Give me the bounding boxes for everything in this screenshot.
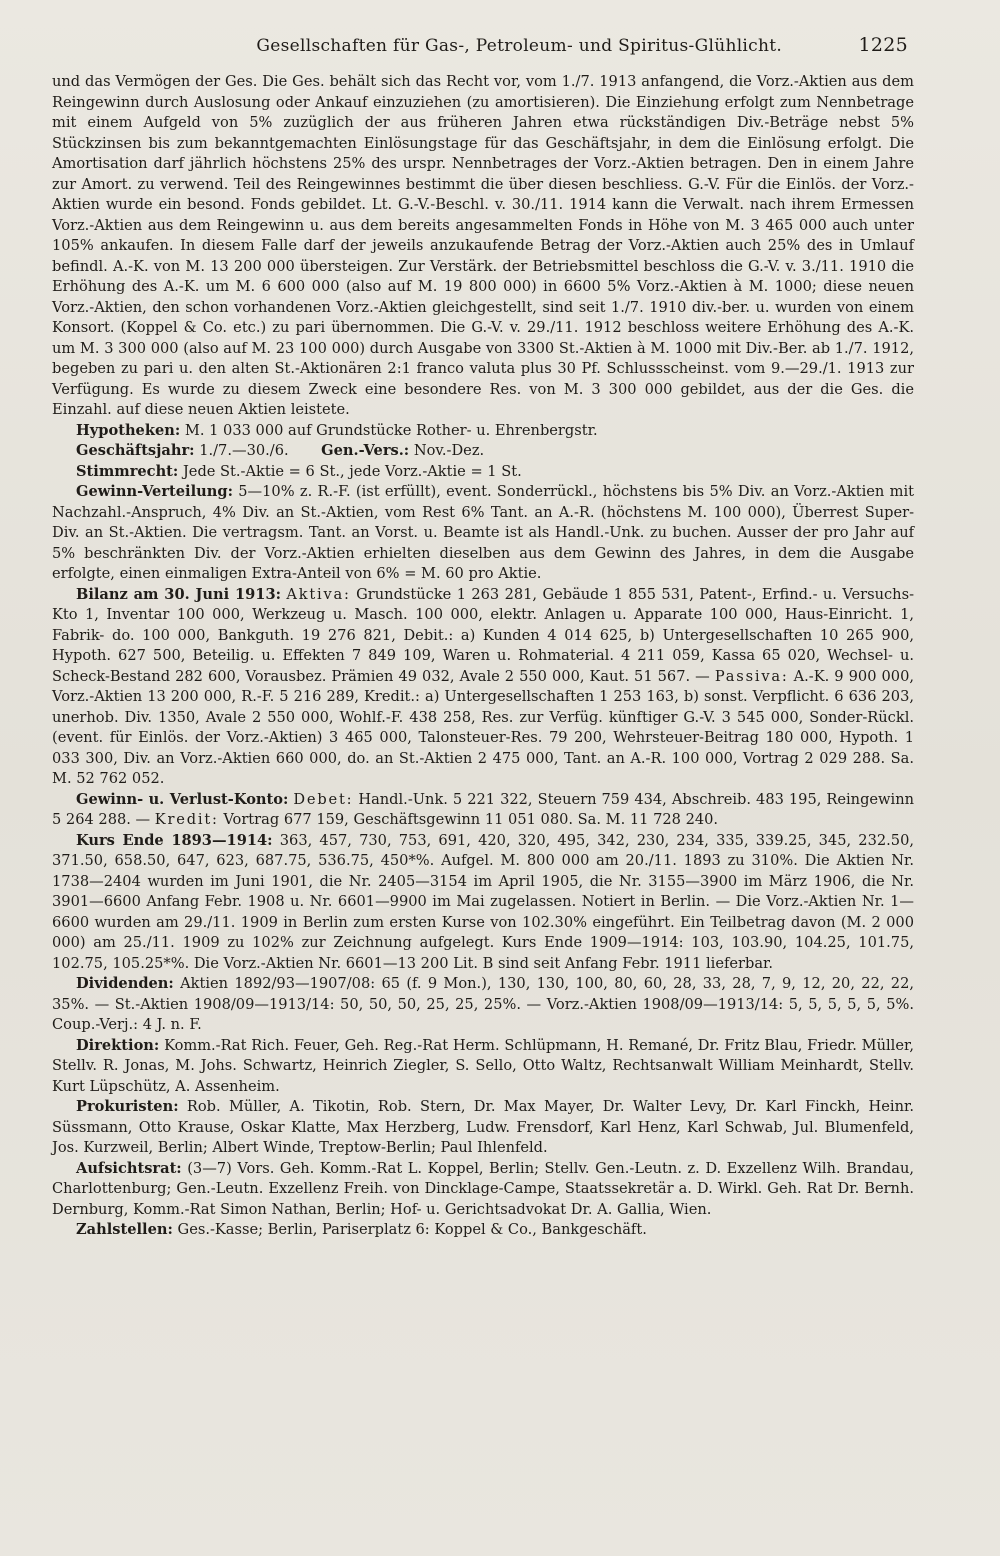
hypotheken-text: M. 1 033 000 auf Grundstücke Rother- u. Ehrenbergstr. <box>184 421 598 439</box>
section-zahlstellen <box>52 1220 914 1241</box>
gewinn-verteilung-text: 5—10% z. R.-F. (ist erfüllt), event. Sonderrückl., höchstens bis 5% Div. an Vorz.-Aktien mit Nachzahl.-Anspruch, 4% Div. an St.-Aktien, vom Rest 6% Tant. an A.-R. (höchstens M. 100 000), Überrest Super-Div. an St.-Aktien. Die vertragsm. Tant. an Vorst. u. Beamte ist als Handl.-Unk. zu buchen. Ausser der pro Jahr auf 5% beschränkten Div. der Vorz.-Aktien erhielten dieselben aus dem Gewinn des Jahres, in dem die Ausgabe erfolgte, einen einmaligen Extra-Anteil von 6% = M. 60 pro Aktie. <box>52 483 914 582</box>
zahlstellen-text: Ges.-Kasse; Berlin, Pariserplatz 6: Koppel & Co., Bankgeschäft. <box>177 1221 647 1238</box>
prokuristen-text: Rob. Müller, A. Tikotin, Rob. Stern, Dr. Max Mayer, Dr. Walter Levy, Dr. Karl Finckh, Heinr. Süssmann, Otto Krause, Oskar Klatte, Max Herzberg, Ludw. Frensdorf, Karl Henz, Karl Schwab, Jul. Blumenfeld, Jos. Kurzweil, Berlin; Albert Winde, Treptow-Berlin; Paul Ihlenfeld. <box>52 1098 914 1156</box>
intro-paragraph: und das Vermögen der Ges. Die Ges. behält sich das Recht vor, vom 1./7. 1913 anfangend, die Vorz.-Aktien aus dem Reingewinn durch Auslosung oder Ankauf einzuziehen (zu amortisieren). Die Einziehung erfolgt zum Nennbetrage mit einem Aufgeld von 5% zuzüglich der aus früheren Jahren etwa rückständigen Div.-Beträge nebst 5% Stückzinsen bis zum bekanntgemachten Einlösungstage für das Geschäftsjahr, in dem die Einlösung erfolgt. Die Amortisation darf jährlich höchstens 25% des urspr. Nennbetrages der Vorz.-Aktien betragen. Den in einem Jahre zur Amort. zu verwend. Teil des Reingewinnes bestimmt die über diesen beschliess. G.-V. Für die Einlös. der Vorz.-Aktien wurde ein besond. Fonds gebildet. Lt. G.-V.-Beschl. v. 30./11. 1914 kann die Verwalt. nach ihrem Ermessen Vorz.-Aktien aus dem Reingewinn u. aus dem bereits angesammelten Fonds in Höhe von M. 3 465 000 auch unter 105% ankaufen. In diesem Falle darf der jeweils anzukaufende Betrag der Vorz.-Aktien auch 25% des in Umlauf befindl. A.-K. von M. 13 200 000 übersteigen. Zur Verstärk. der Betriebsmittel beschloss die G.-V. v. 3./11. 1910 die Erhöhung des A.-K. um M. 6 600 000 (also auf M. 19 800 000) in 6600 5% Vorz.-Aktien à M. 1000; diese neuen Vorz.-Aktien, den schon vorhandenen Vorz.-Aktien gleichgestellt, sind seit 1./7. 1910 div.-ber. u. wurden von einem Konsort. (Koppel & Co. etc.) zu pari übernommen. Die G.-V. v. 29./11. 1912 beschloss weitere Erhöhung des A.-K. um M. 3 300 000 (also auf M. 23 100 000) durch Ausgabe von 3300 St.-Aktien à M. 1000 mit Div.-Ber. ab 1./7. 1912, begeben zu pari u. den alten St.-Aktionären 2:1 franco valuta plus 30 Pf. Schlussscheinst. vom 9.—29./1. 1913 zur Verfügung. Es wurde zu diesem Zweck eine besondere Res. von M. 3 300 000 gebildet, aus der die Ges. die Einzahl. auf diese neuen Aktien leistete. <box>52 73 914 418</box>
aufsichtsrat-label: Aufsichtsrat: <box>76 1159 182 1177</box>
running-title: Gesellschaften für Gas-, Petroleum- und Spiritus-Glühlicht. <box>256 36 783 56</box>
aktiva-label: Aktiva: <box>286 585 351 603</box>
kredit-text: Vortrag 677 159, Geschäftsgewinn 11 051 080. Sa. M. 11 728 240. <box>223 811 719 828</box>
prokuristen-label: Prokuristen: <box>76 1098 179 1115</box>
dividenden-label: Dividenden: <box>76 975 174 992</box>
section-hypotheken <box>52 421 914 442</box>
section-bilanz <box>52 585 914 790</box>
hypotheken-label: Hypotheken: <box>76 421 181 439</box>
page-header <box>60 34 908 60</box>
stimmrecht-text: Jede St.-Aktie = 6 St., jede Vorz.-Aktie = 1 St. <box>182 462 522 480</box>
section-prokuristen <box>52 1097 914 1159</box>
bilanz-label: Bilanz am 30. Juni 1913: <box>76 585 281 603</box>
page-number: 1225 <box>858 34 908 56</box>
debet-label: Debet: <box>293 790 354 808</box>
kredit-label: Kredit: <box>154 811 219 828</box>
debet-text: Handl.-Unk. 5 221 322, Steuern 759 434, Abschreib. 483 195, Reingewinn 5 264 288. — <box>52 790 915 828</box>
section-geschaeftsjahr <box>52 441 914 462</box>
kurs-text: 363, 457, 730, 753, 691, 420, 320, 495, 342, 230, 234, 335, 339.25, 345, 232.50, 371.50, 658.50, 647, 623, 687.75, 536.75, 450*%. Aufgel. M. 800 000 am 20./11. 1893 zu 310%. Die Aktien Nr. 1738—2404 wurden im Juni 1901, die Nr. 2405—3154 im April 1905, die Nr. 3155—3900 im März 1906, die Nr. 3901—6600 Anfang Febr. 1908 u. Nr. 6601—9900 im Mai zugelassen. Notiert in Berlin. — Die Vorz.-Aktien Nr. 1—6600 wurden am 29./11. 1909 in Berlin zum ersten Kurse von 102.30% eingeführt. Ein Teilbetrag davon (M. 2 000 000) am 25./11. 1909 zu 102% zur Zeichnung aufgelegt. Kurs Ende 1909—1914: 103, 103.90, 104.25, 101.75, 102.75, 105.25*%. Die Vorz.-Aktien Nr. 6601—13 200 Lit. B sind seit Anfang Febr. 1911 lieferbar. <box>52 831 915 972</box>
section-kurs <box>52 831 914 975</box>
section-gewinn-verteilung <box>52 482 914 585</box>
geschaeftsjahr-text: 1./7.—30./6. <box>199 442 289 459</box>
section-gewinn-verlust <box>52 790 914 831</box>
gen-vers-text: Nov.-Dez. <box>413 442 485 459</box>
passiva-label: Passiva: <box>714 667 789 685</box>
section-aufsichtsrat <box>52 1159 914 1221</box>
section-stimmrecht <box>52 462 914 483</box>
document-body <box>52 72 914 1241</box>
dividenden-text: Aktien 1892/93—1907/08: 65 (f. 9 Mon.), 130, 130, 100, 80, 60, 28, 33, 28, 7, 9, 12, 20, 22, 22, 35%. — St.-Aktien 1908/09—1913/14: 50, 50, 50, 25, 25, 25%. — Vorz.-Aktien 1908/09—1913/14: 5, 5, 5, 5, 5, 5%. Coup.-Verj.: 4 J. n. F. <box>52 975 915 1033</box>
gewinn-verlust-label: Gewinn- u. Verlust-Konto: <box>76 790 289 808</box>
section-dividenden <box>52 974 914 1036</box>
gewinn-verteilung-label: Gewinn-Verteilung: <box>76 483 233 500</box>
direktion-text: Komm.-Rat Rich. Feuer, Geh. Reg.-Rat Herm. Schlüpmann, H. Remané, Dr. Fritz Blau, Friedr. Müller, Stellv. R. Jonas, M. Johs. Schwartz, Heinrich Ziegler, S. Sello, Otto Waltz, Rechtsanwalt William Meinhardt, Stellv. Kurt Lüpschütz, A. Assenheim. <box>52 1036 914 1095</box>
direktion-label: Direktion: <box>76 1036 160 1054</box>
gen-vers-label: Gen.-Vers.: <box>321 442 410 459</box>
section-direktion <box>52 1036 914 1098</box>
passiva-text: A.-K. 9 900 000, Vorz.-Aktien 13 200 000, R.-F. 5 216 289, Kredit.: a) Untergesellschaften 1 253 163, b) sonst. Verpflicht. 6 636 203, unerhob. Div. 1350, Avale 2 550 000, Wohlf.-F. 438 258, Res. zur Verfüg. künftiger G.-V. 3 545 000, Sonder-Rückl. (event. für Einlös. der Vorz.-Aktien) 3 465 000, Talonsteuer-Res. 79 200, Wehrsteuer-Beitrag 180 000, Hypoth. 1 033 300, Div. an Vorz.-Aktien 660 000, do. an St.-Aktien 2 475 000, Tant. an A.-R. 100 000, Vortrag 2 029 288. Sa. M. 52 762 052. <box>52 667 914 787</box>
geschaeftsjahr-label: Geschäftsjahr: <box>76 442 195 459</box>
aufsichtsrat-text: (3—7) Vors. Geh. Komm.-Rat L. Koppel, Berlin; Stellv. Gen.-Leutn. z. D. Exzellenz Wilh. Brandau, Charlottenburg; Gen.-Leutn. Exzellenz Freih. von Dincklage-Campe, Staatssekretär a. D. Wirkl. Geh. Rat Dr. Bernh. Dernburg, Komm.-Rat Simon Nathan, Berlin; Hof- u. Gerichtsadvokat Dr. A. Gallia, Wien. <box>52 1159 914 1218</box>
aktiva-text: Grundstücke 1 263 281, Gebäude 1 855 531, Patent-, Erfind.- u. Versuchs-Kto 1, Inventar 100 000, Werkzeug u. Masch. 100 000, elektr. Anlagen u. Apparate 100 000, Haus-Einricht. 1, Fabrik- do. 100 000, Bankguth. 19 276 821, Debit.: a) Kunden 4 014 625, b) Untergesellschaften 10 265 900, Hypoth. 627 500, Beteilig. u. Effekten 7 849 109, Waren u. Rohmaterial. 4 211 059, Kassa 65 020, Wechsel- u. Scheck-Bestand 282 600, Vorausbez. Prämien 49 032, Avale 2 550 000, Kaut. 51 567. — <box>52 585 915 685</box>
zahlstellen-label: Zahlstellen: <box>76 1221 173 1238</box>
stimmrecht-label: Stimmrecht: <box>76 462 179 480</box>
kurs-label: Kurs Ende 1893—1914: <box>76 831 273 849</box>
